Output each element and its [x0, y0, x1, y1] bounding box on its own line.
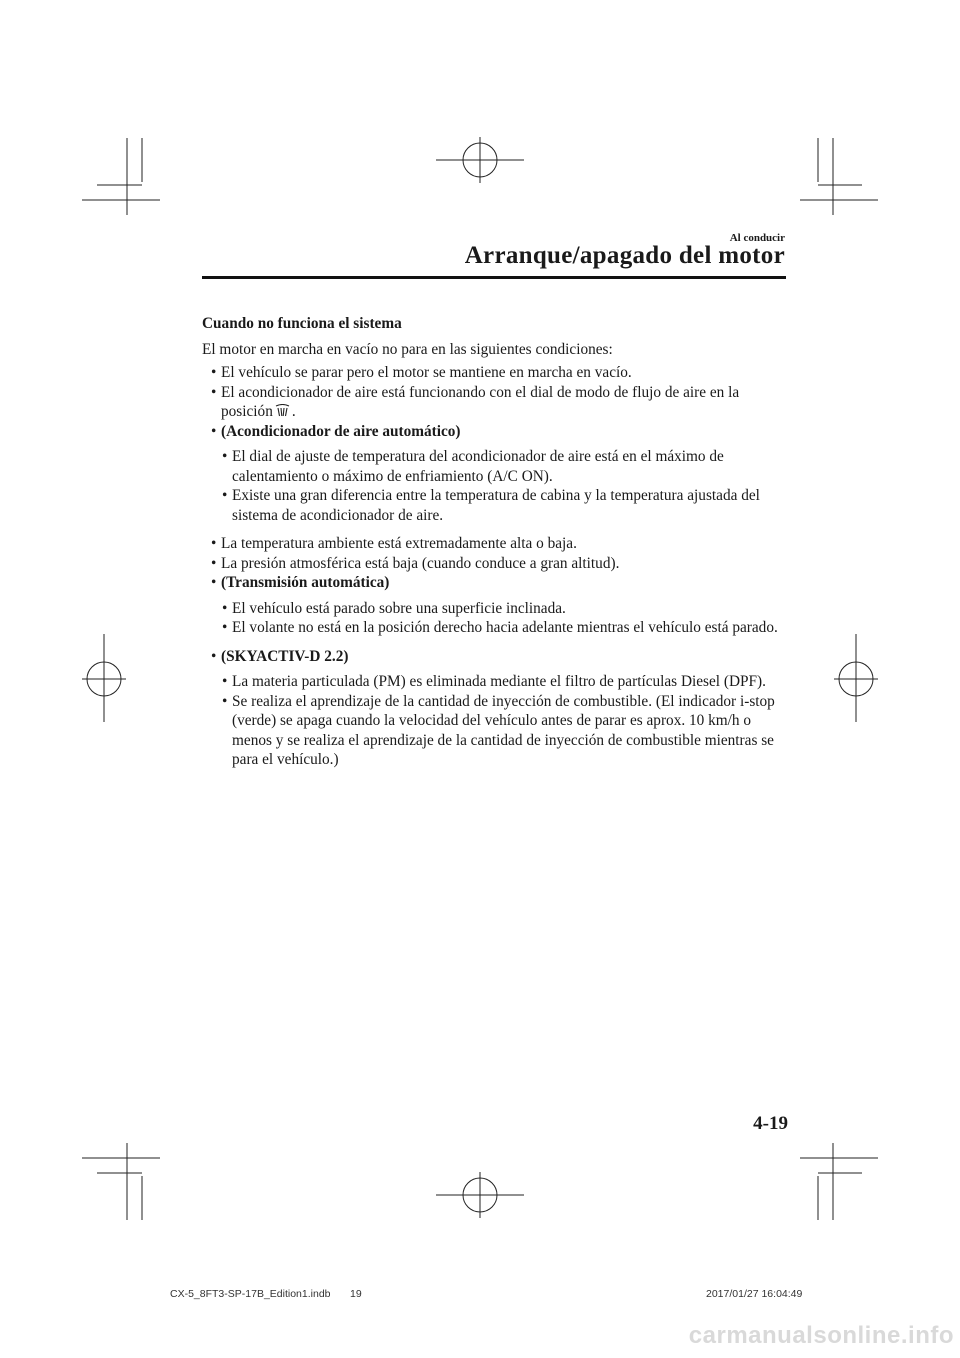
list-item-text: El volante no está en la posición derecho hacia adelante mientras el vehículo está parado.	[232, 619, 778, 636]
intro-paragraph: El motor en marcha en vacío no para en las siguientes condiciones:	[202, 340, 613, 358]
list-item	[219, 692, 802, 770]
condition-list	[208, 363, 802, 441]
registration-mark-icon	[436, 1172, 524, 1218]
group-title-text: (Acondicionador de aire automático)	[221, 422, 461, 440]
page-number: 4-19	[753, 1113, 788, 1134]
bullet: •	[211, 574, 217, 591]
footer-timestamp: 2017/01/27 16:04:49	[706, 1288, 803, 1300]
list-item-group-title	[208, 422, 802, 442]
list-item-text: para el vehículo.)	[232, 751, 339, 768]
list-item	[208, 534, 802, 554]
bullet: •	[211, 422, 217, 440]
defroster-mode-icon	[275, 404, 290, 417]
condition-list	[208, 534, 802, 593]
sub-list	[219, 599, 802, 638]
list-item-text: calentamiento o máximo de enfriamiento (A/C ON).	[232, 467, 553, 485]
list-item-text: Se realiza el aprendizaje de la cantidad de inyección de combustible. (El indicador i-stop	[232, 692, 775, 710]
footer-filename: CX-5_8FT3-SP-17B_Edition1.indb	[170, 1288, 331, 1300]
condition-list	[208, 647, 802, 667]
list-item-text: menos y se realiza el aprendizaje de la cantidad de inyección de combustible mientras se	[232, 731, 774, 749]
list-item-text: El vehículo está parado sobre una superficie inclinada.	[232, 599, 566, 617]
bullet: •	[211, 364, 217, 381]
list-item-text: El dial de ajuste de temperatura del acondicionador de aire está en el máximo de	[232, 448, 724, 465]
bullet: •	[222, 487, 228, 504]
list-item	[208, 363, 802, 383]
list-item-text: El vehículo se parar pero el motor se mantiene en marcha en vacío.	[221, 364, 632, 381]
list-item-text: (verde) se apaga cuando la velocidad del vehículo antes de parar es aprox. 10 km/h o	[232, 712, 752, 729]
list-item	[208, 554, 802, 574]
body-text	[202, 314, 802, 770]
list-item-text: sistema de acondicionador de aire.	[232, 506, 444, 524]
bullet: •	[211, 383, 217, 401]
sub-list	[219, 672, 802, 770]
bullet: •	[211, 554, 217, 572]
list-item-text: posición	[221, 403, 273, 420]
bullet: •	[211, 535, 217, 552]
list-item-text: La materia particulada (PM) es eliminada mediante el filtro de partículas Diesel (DPF).	[232, 673, 766, 690]
list-item-text: .	[291, 403, 296, 420]
registration-mark-icon	[436, 137, 524, 183]
list-item	[219, 618, 802, 638]
title-rule	[202, 276, 786, 279]
group-title-text: (Transmisión automática)	[221, 574, 390, 591]
list-item-text: Existe una gran diferencia entre la temperatura de cabina y la temperatura ajustada del	[232, 487, 760, 504]
list-item	[219, 486, 802, 525]
section-label: Al conducir	[729, 232, 785, 244]
list-item-group-title	[208, 647, 802, 667]
registration-mark-icon	[82, 634, 126, 722]
list-item-text: La presión atmosférica está baja (cuando conduce a gran altitud).	[221, 554, 620, 572]
page-title: Arranque/apagado del motor	[464, 242, 785, 269]
bullet: •	[222, 692, 228, 710]
footer-sheet: 19	[350, 1288, 362, 1300]
sub-list	[219, 447, 802, 525]
list-item	[208, 383, 802, 422]
watermark: carmanualsonline.info	[688, 1322, 954, 1349]
bullet: •	[211, 647, 217, 665]
list-item	[219, 447, 802, 486]
list-item	[219, 599, 802, 619]
bullet: •	[222, 673, 228, 690]
bullet: •	[222, 599, 228, 617]
list-item	[219, 672, 802, 692]
list-item-text: La temperatura ambiente está extremadamente alta o baja.	[221, 535, 577, 552]
bullet: •	[222, 619, 228, 636]
list-item-text: El acondicionador de aire está funcionando con el dial de modo de flujo de aire en la	[221, 383, 740, 401]
group-title-text: (SKYACTIV-D 2.2)	[221, 647, 349, 665]
registration-mark-icon	[834, 634, 878, 722]
bullet: •	[222, 448, 228, 465]
section-heading: Cuando no funciona el sistema	[202, 315, 402, 332]
list-item-group-title	[208, 573, 802, 593]
